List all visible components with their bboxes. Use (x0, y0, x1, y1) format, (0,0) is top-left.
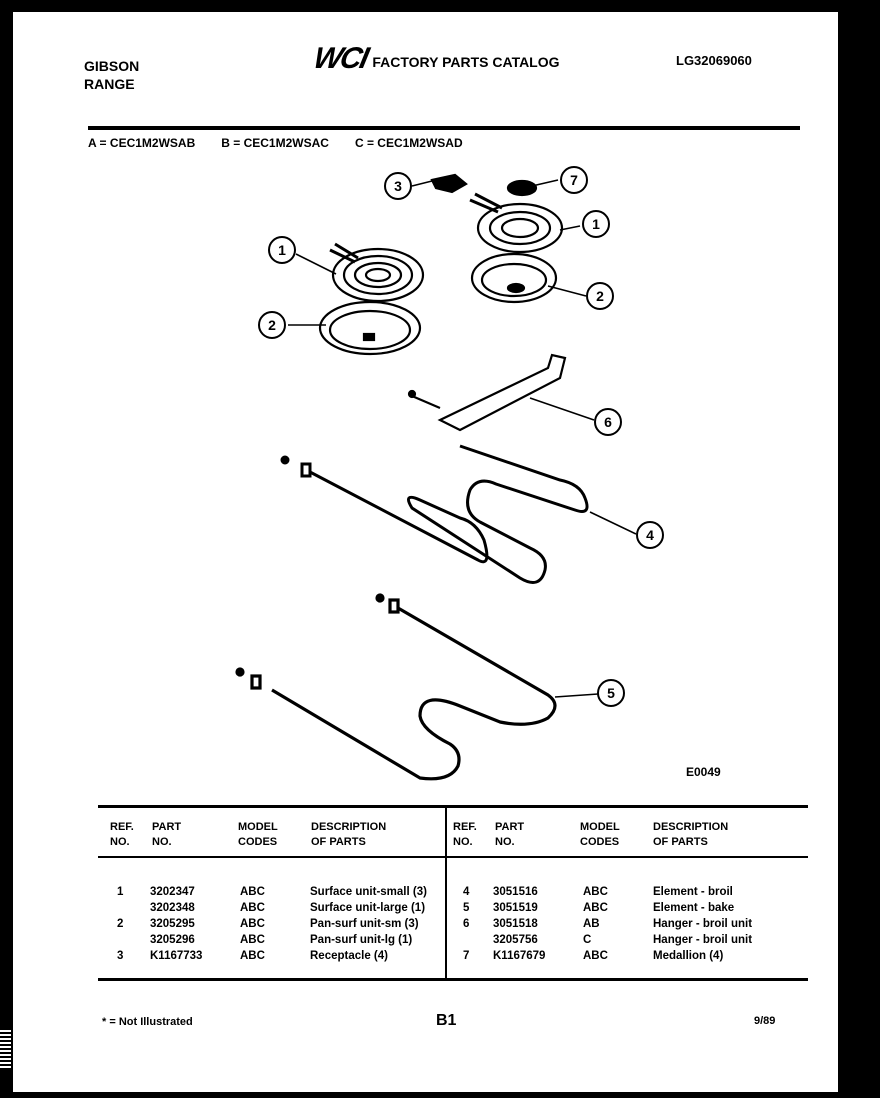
callout-6 (595, 409, 621, 435)
catalog-number: LG32069060 (676, 53, 752, 68)
callout-2-right (587, 283, 613, 309)
table-row: 2 3205295 ABC Pan-surf unit-sm (3) (117, 918, 419, 930)
table-row: 3 K1167733 ABC Receptacle (4) (117, 950, 388, 962)
header-divider (447, 856, 808, 858)
table-row: 5 3051519 ABC Element - bake (463, 902, 735, 914)
callout-2-left (259, 312, 285, 338)
not-illustrated-note: * = Not Illustrated (102, 1016, 193, 1028)
table-row: 3205756 C Hanger - broil unit (493, 934, 753, 946)
parts-table-right (447, 808, 808, 978)
wci-logo: WCI (310, 42, 370, 75)
svg-text:1: 1 (592, 216, 600, 232)
header-description: DESCRIPTION OF PARTS (653, 821, 729, 848)
svg-text:2: 2 (268, 317, 276, 333)
header-ref-no: REF. NO. (110, 821, 134, 848)
header-model-codes: MODEL CODES (580, 821, 620, 848)
callout-5 (598, 680, 624, 706)
model-code-a: A = CEC1M2WSAB (88, 136, 196, 150)
figure-code: E0049 (686, 765, 721, 779)
scan-artifact (0, 1030, 11, 1070)
drip-pan-illustration (320, 302, 420, 354)
header-part-no: PART NO. (495, 821, 525, 848)
table-row: 3205296 ABC Pan-surf unit-lg (1) (150, 934, 413, 946)
header-ref-no: REF. NO. (453, 821, 477, 848)
model-code-b: B = CEC1M2WSAC (221, 136, 329, 150)
brand-name: GIBSON (84, 58, 140, 74)
parts-table-left (98, 808, 447, 978)
table-row: 3202348 ABC Surface unit-large (1) (150, 902, 426, 914)
table-row: 7 K1167679 ABC Medallion (4) (463, 950, 724, 962)
revision-date: 9/89 (754, 1015, 776, 1027)
product-type: RANGE (84, 76, 135, 92)
svg-text:4: 4 (646, 527, 654, 543)
svg-text:1: 1 (278, 242, 286, 258)
callout-1-right (583, 211, 609, 237)
callout-4 (637, 522, 663, 548)
callout-3 (385, 173, 411, 199)
header-description: DESCRIPTION OF PARTS (311, 821, 387, 848)
svg-text:5: 5 (607, 685, 615, 701)
table-rows (98, 884, 445, 964)
svg-text:2: 2 (596, 288, 604, 304)
svg-text:3: 3 (394, 178, 402, 194)
header-divider (98, 856, 445, 858)
table-rows (447, 884, 808, 964)
surface-unit-small-illustration (330, 244, 423, 301)
page-number: B1 (436, 1012, 457, 1029)
callout-7 (561, 167, 587, 193)
model-code-c: C = CEC1M2WSAD (354, 136, 463, 150)
callout-1-left (269, 237, 295, 263)
table-row: 6 3051518 AB Hanger - broil unit (463, 918, 753, 930)
parts-table (98, 805, 808, 981)
header-model-codes: MODEL CODES (238, 821, 278, 848)
table-row: 1 3202347 ABC Surface unit-small (3) (117, 886, 427, 898)
svg-text:6: 6 (604, 414, 612, 430)
catalog-title: FACTORY PARTS CATALOG (372, 54, 560, 70)
broil-element-illustration (282, 446, 587, 583)
header-part-no: PART NO. (152, 821, 182, 848)
svg-text:7: 7 (570, 172, 578, 188)
bake-element-illustration (237, 595, 555, 779)
table-row: 4 3051516 ABC Element - broil (463, 886, 733, 898)
